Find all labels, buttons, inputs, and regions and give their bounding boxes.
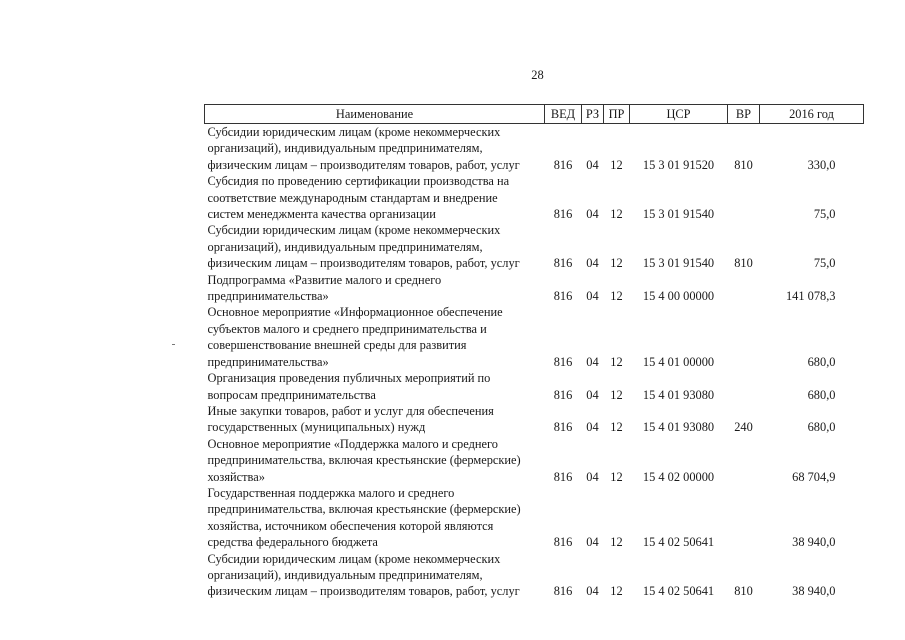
row-name <box>205 272 545 305</box>
row-csr: 15 3 01 91540 <box>642 207 715 222</box>
row-pr: 12 <box>610 535 623 550</box>
row-name-line: организаций), индивидуальным предпринимателям, <box>207 141 483 156</box>
row-pr: 12 <box>610 469 623 484</box>
row-ved: 816 <box>553 289 573 304</box>
row-rz: 04 <box>586 157 599 172</box>
table-row <box>205 370 864 403</box>
row-sum: 38 940,0 <box>792 584 836 599</box>
row-name <box>205 222 545 271</box>
row-rz: 04 <box>586 289 599 304</box>
row-pr: 12 <box>610 420 623 435</box>
row-csr: 15 4 01 93080 <box>642 387 715 402</box>
budget-table <box>204 104 864 600</box>
table-row <box>205 222 864 271</box>
row-sum: 68 704,9 <box>792 469 836 484</box>
row-name-line: Субсидии юридическим лицам (кроме некоммерческих <box>207 551 501 566</box>
row-rz: 04 <box>586 256 599 271</box>
row-pr: 12 <box>610 256 623 271</box>
row-vr: 810 <box>734 584 753 599</box>
row-name-line: Иные закупки товаров, работ и услуг для обеспечения <box>207 403 494 418</box>
header-vr: ВР <box>728 105 760 124</box>
row-csr: 15 4 02 00000 <box>642 469 715 484</box>
row-ved: 816 <box>553 354 573 369</box>
row-vr <box>728 304 760 370</box>
header-year: 2016 год <box>760 105 864 124</box>
row-pr: 12 <box>610 584 623 599</box>
row-ved: 816 <box>553 535 573 550</box>
row-name <box>205 370 545 403</box>
row-rz: 04 <box>586 420 599 435</box>
row-name <box>205 551 545 600</box>
header-csr: ЦСР <box>630 105 728 124</box>
row-name-line: Субсидия по проведению сертификации производства на <box>207 174 510 189</box>
row-name-line: физическим лицам – производителям товаров, работ, услуг <box>207 157 520 172</box>
row-ved: 816 <box>553 420 573 435</box>
row-vr <box>728 485 760 551</box>
row-ved: 816 <box>553 157 573 172</box>
table-row <box>205 551 864 600</box>
row-name <box>205 304 545 370</box>
row-name-line: Основное мероприятие «Поддержка малого и среднего <box>207 436 498 451</box>
row-name-line: физическим лицам – производителям товаров, работ, услуг <box>207 584 520 599</box>
row-sum: 330,0 <box>807 157 836 172</box>
row-rz: 04 <box>586 387 599 402</box>
row-name <box>205 485 545 551</box>
row-sum: 38 940,0 <box>792 535 836 550</box>
header-row <box>205 105 864 124</box>
table-row <box>205 485 864 551</box>
header-pr: ПР <box>604 105 630 124</box>
row-name-line: предпринимательства, включая крестьянские (фермерские) <box>207 502 521 517</box>
row-name <box>205 403 545 436</box>
row-name-line: хозяйства» <box>207 469 265 484</box>
row-name-line: государственных (муниципальных) нужд <box>207 420 426 435</box>
row-ved: 816 <box>553 584 573 599</box>
row-csr: 15 4 01 00000 <box>642 354 715 369</box>
row-name-line: хозяйства, источником обеспечения которой являются <box>207 518 494 533</box>
row-ved: 816 <box>553 469 573 484</box>
row-vr <box>728 272 760 305</box>
table-header <box>205 105 864 124</box>
row-pr: 12 <box>610 387 623 402</box>
row-name-line: Основное мероприятие «Информационное обеспечение <box>207 305 503 320</box>
header-name: Наименование <box>205 105 545 124</box>
row-csr: 15 3 01 91520 <box>642 157 715 172</box>
row-name-line: организаций), индивидуальным предпринимателям, <box>207 239 483 254</box>
row-name-line: Организация проведения публичных мероприятий по <box>207 371 491 386</box>
row-name-line: физическим лицам – производителям товаров, работ, услуг <box>207 256 520 271</box>
row-ved: 816 <box>553 207 573 222</box>
row-name-line: совершенствование внешней среды для развития <box>207 338 467 353</box>
row-vr <box>728 436 760 485</box>
row-csr: 15 3 01 91540 <box>642 256 715 271</box>
row-name <box>205 124 545 174</box>
row-name-line: соответствие международным стандартам и внедрение <box>207 190 498 205</box>
row-rz: 04 <box>586 469 599 484</box>
row-pr: 12 <box>610 289 623 304</box>
row-sum: 680,0 <box>807 354 836 369</box>
table-body <box>205 124 864 600</box>
row-pr: 12 <box>610 207 623 222</box>
row-sum: 680,0 <box>807 420 836 435</box>
row-name <box>205 173 545 222</box>
row-name <box>205 436 545 485</box>
table-row <box>205 304 864 370</box>
row-name-line: средства федерального бюджета <box>207 535 378 550</box>
row-vr <box>728 370 760 403</box>
row-sum: 75,0 <box>813 207 836 222</box>
scan-mark <box>172 344 175 345</box>
row-name-line: предпринимательства» <box>207 289 329 304</box>
header-rz: РЗ <box>582 105 604 124</box>
row-rz: 04 <box>586 535 599 550</box>
row-ved: 816 <box>553 387 573 402</box>
table-row <box>205 124 864 174</box>
row-vr: 810 <box>734 256 753 271</box>
row-name-line: предпринимательства» <box>207 354 329 369</box>
row-sum: 141 078,3 <box>785 289 836 304</box>
row-vr <box>728 173 760 222</box>
row-name-line: систем менеджмента качества организации <box>207 207 436 222</box>
table-row <box>205 272 864 305</box>
page-number: 28 <box>531 68 544 82</box>
row-sum: 680,0 <box>807 387 836 402</box>
row-name-line: вопросам предпринимательства <box>207 387 376 402</box>
row-name-line: Субсидии юридическим лицам (кроме некоммерческих <box>207 125 501 139</box>
row-csr: 15 4 01 93080 <box>642 420 715 435</box>
row-ved: 816 <box>553 256 573 271</box>
row-name-line: субъектов малого и среднего предпринимательства и <box>207 321 487 336</box>
row-pr: 12 <box>610 157 623 172</box>
row-pr: 12 <box>610 354 623 369</box>
row-rz: 04 <box>586 354 599 369</box>
row-sum: 75,0 <box>813 256 836 271</box>
row-name-line: предпринимательства, включая крестьянские (фермерские) <box>207 453 521 468</box>
table-row <box>205 436 864 485</box>
row-name-line: Субсидии юридическим лицам (кроме некоммерческих <box>207 223 501 238</box>
row-name-line: Подпрограмма «Развитие малого и среднего <box>207 272 442 287</box>
header-ved: ВЕД <box>545 105 582 124</box>
row-name-line: организаций), индивидуальным предпринимателям, <box>207 567 483 582</box>
row-csr: 15 4 00 00000 <box>642 289 715 304</box>
row-rz: 04 <box>586 584 599 599</box>
table-row <box>205 403 864 436</box>
row-csr: 15 4 02 50641 <box>642 584 715 599</box>
row-vr: 240 <box>734 420 753 435</box>
row-vr: 810 <box>734 157 753 172</box>
row-csr: 15 4 02 50641 <box>642 535 715 550</box>
table-row <box>205 173 864 222</box>
row-rz: 04 <box>586 207 599 222</box>
row-name-line: Государственная поддержка малого и среднего <box>207 485 455 500</box>
